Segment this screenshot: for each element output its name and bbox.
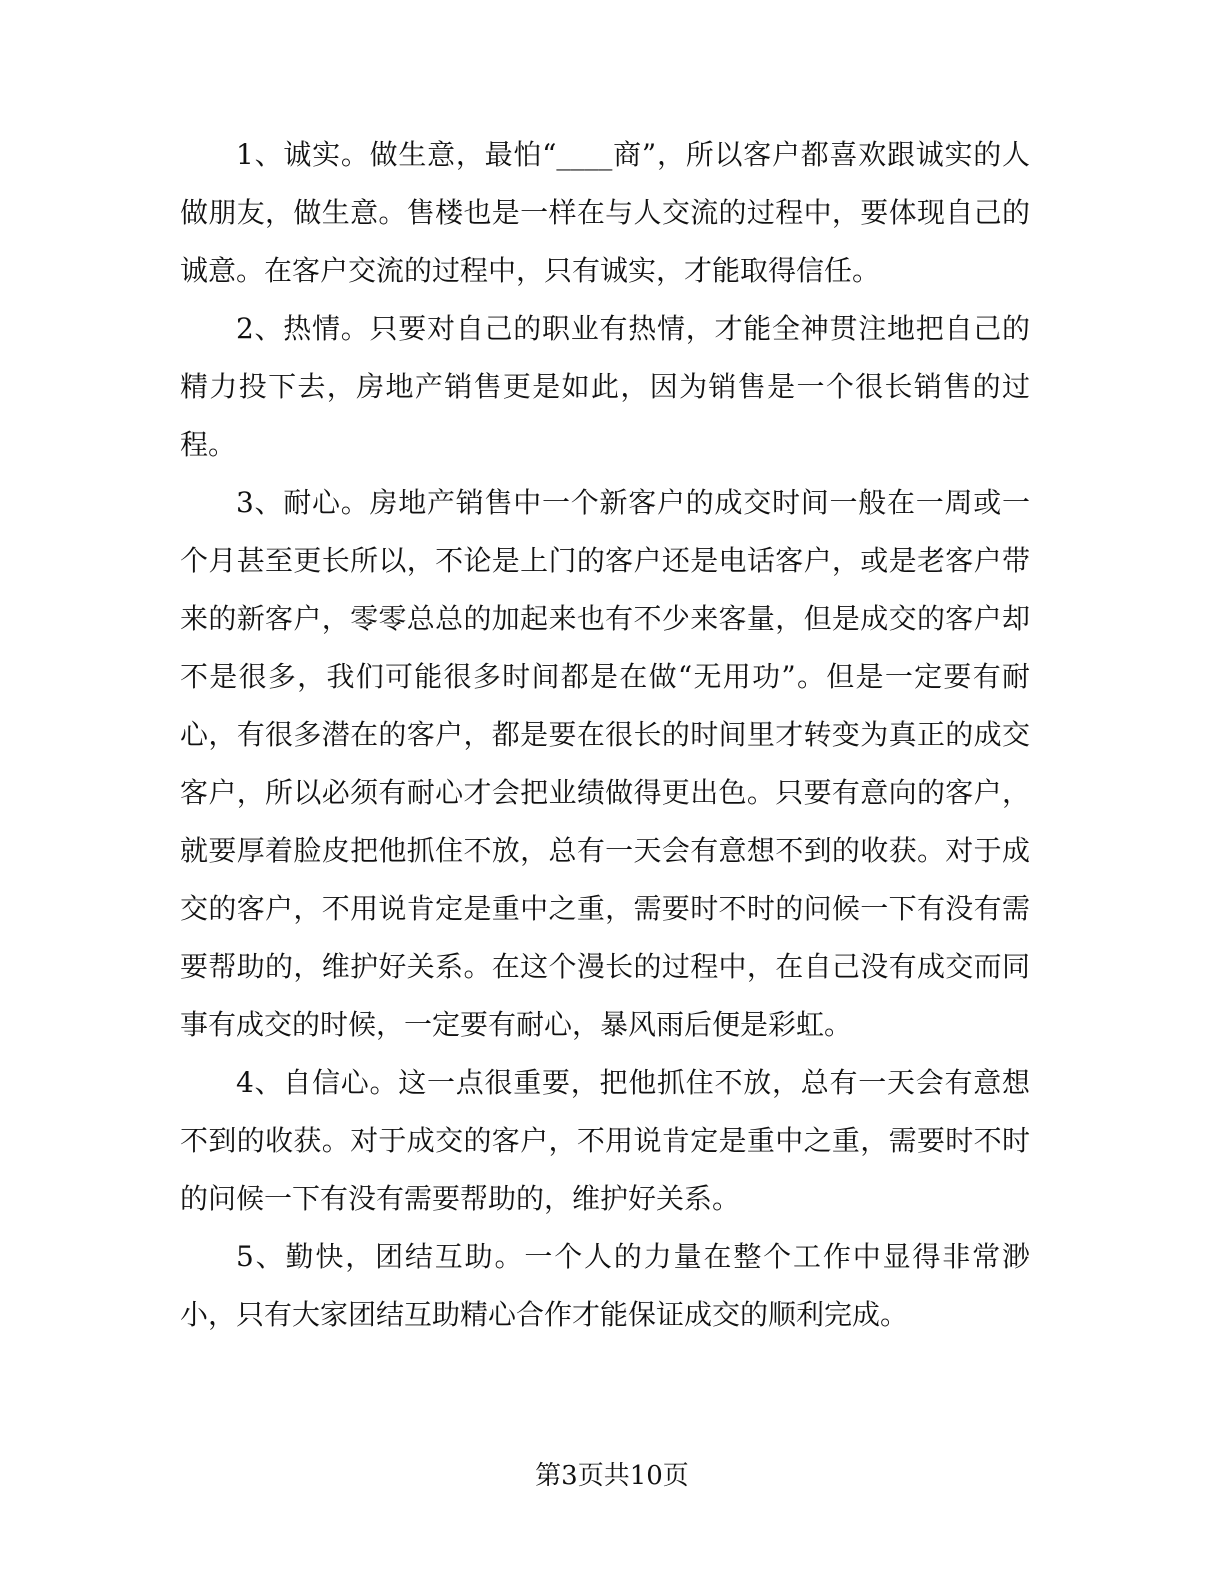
page-number-footer: 第3页共10页 [535,1461,689,1491]
paragraph-enthusiasm: 2、热情。只要对自己的职业有热情，才能全神贯注地把自己的精力投下去，房地产销售更是如此，因为销售是一个很长销售的过程。 [180,312,1030,461]
paragraph-honesty: 1、诚实。做生意，最怕“____商”，所以客户都喜欢跟诚实的人做朋友，做生意。售楼也是一样在与人交流的过程中，要体现自己的诚意。在客户交流的过程中，只有诚实，才能取得信任。 [180,138,1030,287]
document-body [180,126,1030,1344]
paragraph-patience: 3、耐心。房地产销售中一个新客户的成交时间一般在一周或一个月甚至更长所以，不论是上门的客户还是电话客户，或是老客户带来的新客户，零零总总的加起来也有不少来客量，但是成交的客户却不是很多，我们可能很多时间都是在做“无用功”。但是一定要有耐心，有很多潜在的客户，都是要在很长的时间里才转变为真正的成交客户，所以必须有耐心才会把业绩做得更出色。只要有意向的客户，就要厚着脸皮把他抓住不放，总有一天会有意想不到的收获。对于成交的客户，不用说肯定是重中之重，需要时不时的问候一下有没有需要帮助的，维护好关系。在这个漫长的过程中，在自己没有成交而同事有成交的时候，一定要有耐心，暴风雨后便是彩虹。 [180,486,1030,1041]
paragraph-teamwork: 5、勤快，团结互助。一个人的力量在整个工作中显得非常渺小，只有大家团结互助精心合作才能保证成交的顺利完成。 [180,1240,1030,1331]
paragraph-confidence: 4、自信心。这一点很重要，把他抓住不放，总有一天会有意想不到的收获。对于成交的客户，不用说肯定是重中之重，需要时不时的问候一下有没有需要帮助的，维护好关系。 [180,1066,1030,1215]
